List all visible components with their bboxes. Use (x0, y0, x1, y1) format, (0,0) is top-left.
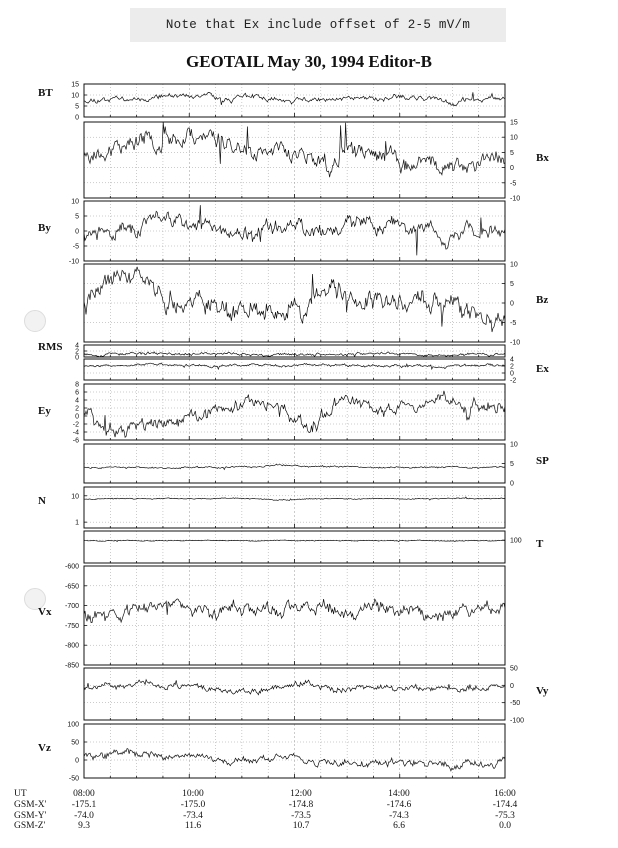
y-tick-label: -10 (68, 258, 79, 266)
panel-vx (38, 564, 505, 670)
y-tick-label: 6 (75, 389, 79, 397)
orbit-row-label: GSM-Z' (14, 821, 46, 831)
y-tick-label: 2 (75, 348, 79, 356)
y-tick-label: 2 (75, 405, 79, 413)
y-tick-label: 0 (510, 480, 514, 488)
y-tick-label: 10 (71, 92, 79, 100)
y-tick-label: 0 (510, 165, 514, 173)
y-tick-label: 50 (510, 665, 518, 673)
y-tick-label: -5 (510, 320, 517, 327)
panel-label-sp: SP (536, 455, 549, 467)
orbit-value: 14:00 (388, 789, 410, 799)
orbit-value: -75.3 (495, 811, 515, 821)
orbit-row-label: UT (14, 789, 27, 799)
y-tick-label: 5 (75, 213, 79, 221)
y-tick-label: -750 (64, 622, 79, 630)
y-tick-label: 5 (510, 461, 514, 468)
panel-ex (84, 357, 549, 385)
orbit-value: 16:00 (494, 789, 516, 799)
y-tick-label: -800 (64, 642, 79, 650)
y-tick-label: 10 (510, 441, 518, 449)
orbit-value: 6.6 (393, 821, 405, 831)
y-tick-label: 4 (75, 342, 79, 350)
panel-label-bt: BT (38, 87, 53, 99)
y-tick-label: 100 (67, 721, 79, 729)
y-tick-label: 1 (75, 519, 79, 527)
y-tick-label: -700 (64, 603, 79, 611)
orbit-row-label: GSM-X' (14, 800, 47, 810)
orbit-value: -74.0 (74, 811, 94, 821)
orbit-value: 10:00 (182, 789, 204, 799)
panel-label-ex: Ex (536, 363, 549, 375)
orbit-value: 11.6 (184, 821, 202, 831)
y-tick-label: -6 (72, 437, 79, 445)
orbit-value: -73.4 (183, 811, 203, 821)
panel-label-bx: Bx (536, 152, 549, 164)
panel-label-vz: Vz (38, 742, 51, 754)
orbit-value: 10.7 (292, 821, 310, 831)
orbit-value: -175.0 (180, 800, 206, 810)
y-tick-label: -100 (510, 717, 525, 725)
y-tick-label: 0 (75, 413, 79, 421)
orbit-value: -74.3 (389, 811, 409, 821)
orbit-value: 9.3 (78, 821, 90, 831)
y-tick-label: 4 (75, 397, 79, 405)
series-vz (84, 749, 505, 771)
y-tick-label: 0 (75, 354, 79, 362)
y-tick-label: 5 (510, 149, 514, 157)
panel-by (38, 199, 505, 266)
y-tick-label: -50 (68, 775, 79, 783)
orbit-value: -73.5 (291, 811, 311, 821)
y-tick-label: 0 (510, 300, 514, 308)
y-tick-label: 100 (510, 537, 522, 545)
y-tick-label: -650 (64, 583, 79, 591)
y-tick-label: 10 (510, 134, 518, 142)
panel-bz (84, 262, 548, 347)
panel-label-bz: Bz (536, 294, 549, 306)
y-tick-label: 0 (510, 370, 514, 378)
orbit-value: -174.8 (288, 800, 314, 810)
chart-title: GEOTAIL May 30, 1994 Editor-B (185, 52, 433, 71)
panel-t (84, 531, 544, 563)
panel-rms (38, 341, 505, 362)
panel-bx (84, 120, 549, 203)
y-tick-label: 15 (510, 119, 518, 127)
orbit-value: 0.0 (499, 821, 511, 831)
panel-label-vy: Vy (536, 685, 549, 697)
panel-label-t: T (536, 538, 544, 550)
y-tick-label: -600 (64, 563, 79, 571)
y-tick-label: 0 (510, 682, 514, 690)
y-tick-label: -50 (510, 700, 521, 708)
y-tick-label: 10 (71, 493, 79, 501)
y-tick-label: -5 (72, 243, 79, 251)
orbit-value: -174.6 (386, 800, 412, 810)
panel-sp (84, 442, 549, 488)
y-tick-label: 5 (75, 103, 79, 111)
y-tick-label: 2 (510, 363, 514, 371)
orbit-row-label: GSM-Y' (14, 811, 47, 821)
y-tick-label: 0 (75, 757, 79, 765)
y-tick-label: 15 (71, 81, 79, 89)
y-tick-label: 10 (71, 198, 79, 206)
panel-label-vx: Vx (38, 606, 52, 618)
y-tick-label: -10 (510, 339, 521, 347)
y-tick-label: 8 (75, 381, 79, 389)
panel-ey (38, 382, 505, 445)
y-tick-label: -2 (72, 421, 79, 429)
orbit-value: -174.4 (492, 800, 518, 810)
y-tick-label: -10 (510, 195, 521, 203)
panel-bt (38, 82, 505, 122)
y-tick-label: -4 (72, 429, 79, 437)
panel-label-ey: Ey (38, 405, 51, 417)
panel-label-n: N (38, 495, 46, 507)
panel-vz (38, 722, 505, 783)
y-tick-label: -5 (510, 180, 517, 188)
y-tick-label: -850 (64, 662, 79, 670)
y-tick-label: 5 (510, 281, 514, 288)
y-tick-label: 50 (71, 739, 79, 747)
y-tick-label: 0 (75, 114, 79, 122)
orbit-value: -175.1 (71, 800, 97, 810)
orbit-table (14, 789, 518, 831)
y-tick-label: 0 (75, 228, 79, 236)
panel-vy (84, 666, 549, 725)
panel-label-by: By (38, 222, 51, 234)
panel-label-rms: RMS (38, 341, 63, 353)
series-bt (84, 92, 505, 106)
offset-note: Note that Ex include offset of 2-5 mV/m (130, 8, 506, 42)
y-tick-label: 4 (510, 356, 514, 364)
panel-n (38, 487, 505, 528)
y-tick-label: -2 (510, 377, 517, 385)
orbit-value: 08:00 (73, 789, 95, 799)
y-tick-label: 10 (510, 261, 518, 269)
orbit-value: 12:00 (290, 789, 312, 799)
